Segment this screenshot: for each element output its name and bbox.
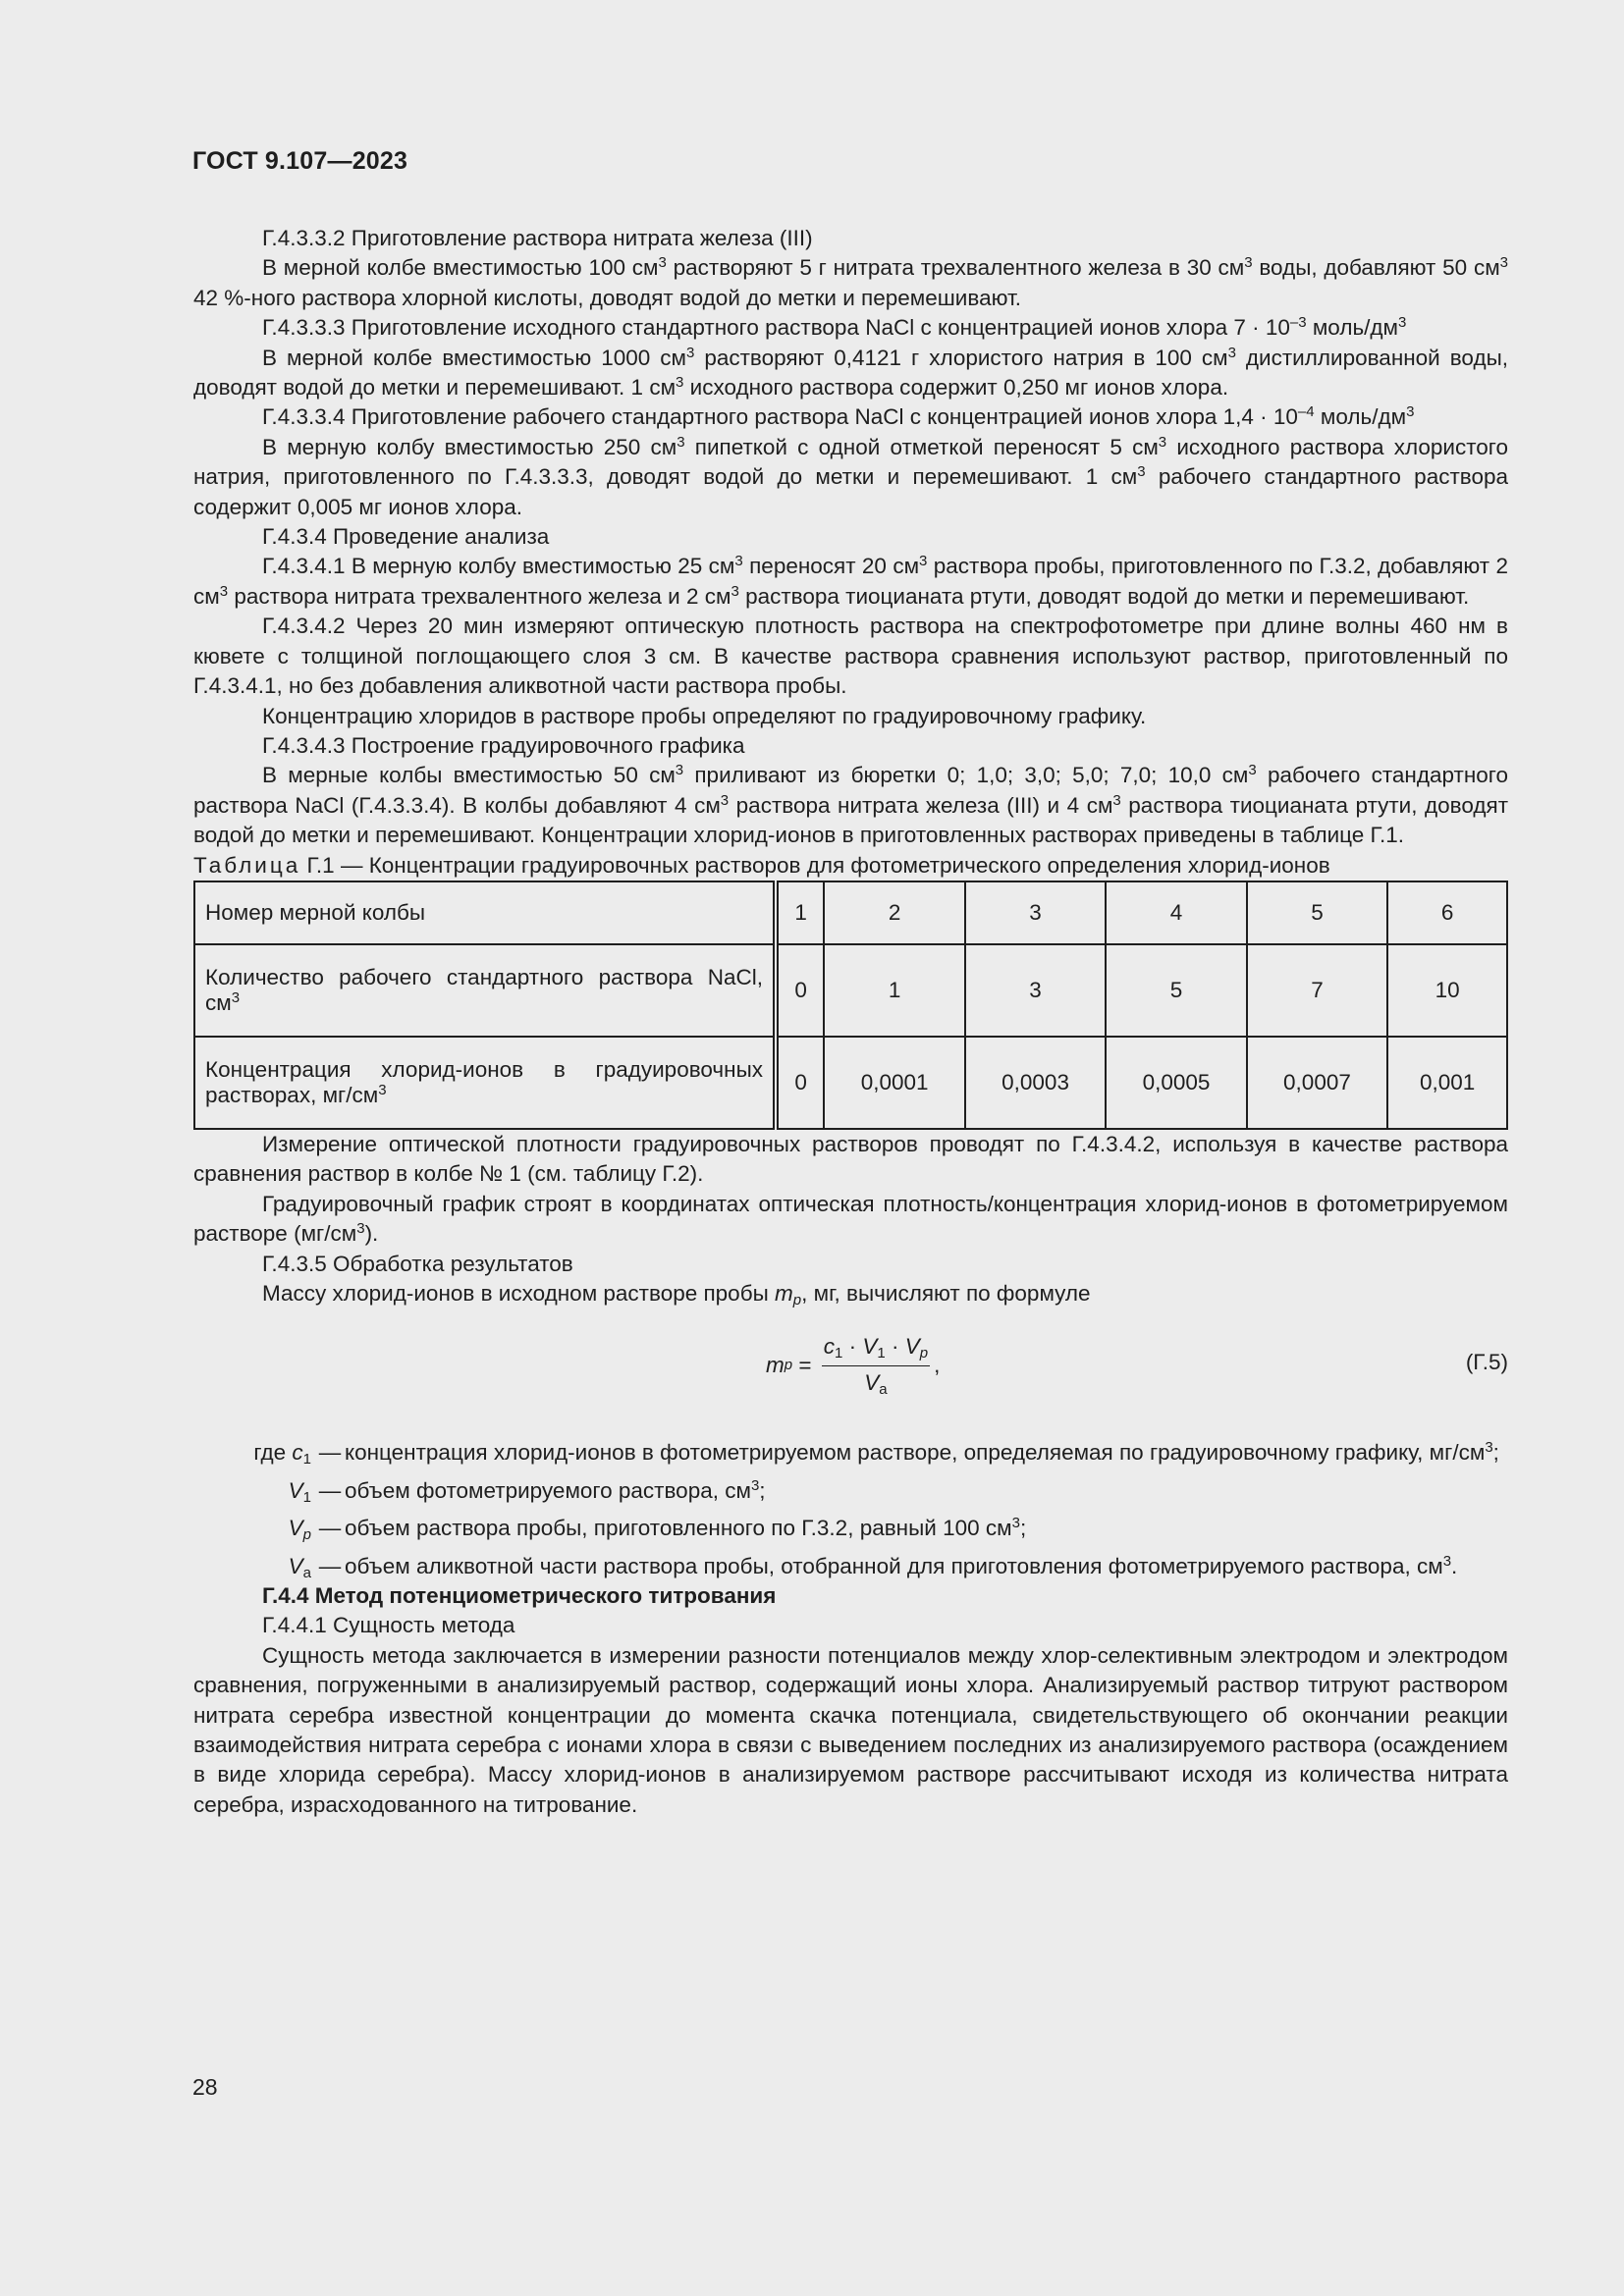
formula-denominator: $V_a$ (864, 1369, 888, 1398)
table-cell: 6 (1387, 881, 1507, 944)
row-label: Количество рабочего стандартного раствора NaCl, $см^3$ (194, 944, 776, 1037)
standard-header: ГОСТ 9.107—2023 (192, 147, 408, 175)
table-cell: 3 (965, 881, 1106, 944)
paragraph: Измерение оптической плотности градуировочных растворов проводят по Г.4.3.4.2, используя в качестве раствора сравнения раствор в колбе № 1 (см. таблицу Г.2). (193, 1131, 1508, 1187)
definition-item: где $c_1$ — концентрация хлорид-ионов в фотометрируемом растворе, определяемая по градуировочному графику, $мг/см^3$; (253, 1439, 1499, 1468)
table-cell: 0,0005 (1106, 1037, 1246, 1129)
paragraph: Г.4.3.4.1 В мерную колбу вместимостью 25 $см^3$ переносят 20 $см^3$ раствора пробы, приготовленного по Г.3.2, добавляют 2 $см^3$ раствора нитрата трехвалентного железа и 2 $см^3$ раствора тиоцианата ртути, доводят водой до метки и перемешивают. (193, 553, 1509, 609)
table-cell: 1 (824, 944, 964, 1037)
page-content (193, 224, 1508, 1820)
subsection-heading: Г.4.3.4.3 Построение градуировочного графика (262, 732, 745, 758)
subsection-heading: Г.4.3.3.4 Приготовление рабочего стандартного раствора NaCl с концентрацией ионов хлора $1,4 \cdot 10^{-4}$ моль/$дм^3$ (262, 403, 1415, 430)
table-row (194, 881, 1507, 944)
row-label: Концентрация хлорид-ионов в градуировочных растворах, $мг/см^3$ (194, 1037, 776, 1129)
paragraph: В мерные колбы вместимостью 50 $см^3$ приливают из бюретки 0; 1,0; 3,0; 5,0; 7,0; 10,0 $см^3$ рабочего стандартного раствора NaCl (Г.4.3.3.4). В колбы добавляют 4 $см^3$ раствора нитрата железа (III) и 4 $см^3$ раствора тиоцианата ртути, доводят водой до метки и перемешивают. Концентрации хлорид-ионов в приготовленных растворах приведены в таблице Г.1. (193, 762, 1509, 848)
section-heading: Г.4.4 Метод потенциометрического титрования (262, 1583, 777, 1608)
table-cell: 0,0007 (1247, 1037, 1387, 1129)
table-cell: 4 (1106, 881, 1246, 944)
paragraph: Градуировочный график строят в координатах оптическая плотность/концентрация хлорид-ионов в фотометрируемом растворе $(мг/см^3)$. (193, 1191, 1508, 1247)
table-cell: 5 (1106, 944, 1246, 1037)
paragraph: Г.4.3.4.2 Через 20 мин измеряют оптическую плотность раствора на спектрофотометре при длине волны 460 нм в кювете с толщиной поглощающего слоя 3 см. В качестве раствора сравнения используют раствор, приготовленный по Г.4.3.4.1, но без добавления аликвотной части раствора пробы. (193, 614, 1508, 699)
table-cell: 3 (965, 944, 1106, 1037)
table-row (194, 944, 1507, 1037)
subsection-heading: Г.4.3.5 Обработка результатов (262, 1251, 573, 1276)
formula-block (193, 1318, 1508, 1416)
equation-number: (Г.5) (1465, 1350, 1508, 1375)
paragraph: В мерной колбе вместимостью 100 $см^3$ растворяют 5 г нитрата трехвалентного железа в 30 $см^3$ воды, добавляют 50 $см^3$ 42 %-ного раствора хлорной кислоты, доводят водой до метки и перемешивают. (193, 254, 1509, 310)
table-cell: 0,0003 (965, 1037, 1106, 1129)
subsection-heading: Г.4.3.3.2 Приготовление раствора нитрата железа (III) (262, 226, 813, 250)
paragraph: Концентрацию хлоридов в растворе пробы определяют по градуировочному графику. (262, 703, 1147, 728)
table-cell: 7 (1247, 944, 1387, 1037)
table-cell: 0 (776, 1037, 824, 1129)
table-cell: 2 (824, 881, 964, 944)
row-label: Номер мерной колбы (194, 881, 776, 944)
paragraph: В мерную колбу вместимостью 250 $см^3$ пипеткой с одной отметкой переносят 5 $см^3$ исходного раствора хлористого натрия, приготовленного по Г.4.3.3.3, доводят водой до метки и перемешивают. 1 $см^3$ рабочего стандартного раствора содержит 0,005 мг ионов хлора. (193, 433, 1509, 519)
table-row (194, 1037, 1507, 1129)
paragraph: Сущность метода заключается в измерении разности потенциалов между хлор-селективным электродом и электродом сравнения, погруженными в анализируемый раствор, содержащий ионы хлора. Анализируемый раствор титруют раствором нитрата серебра известной концентрации до момента скачка потенциала, свидетельствующего об окончании реакции взаимодействия нитрата серебра с ионами хлора в связи с выведением последних из анализируемого раствора (осаждением в виде хлорида серебра). Массу хлорид-ионов в анализируемом растворе рассчитывают исходя из количества нитрата серебра, израсходованного на титрование. (193, 1642, 1508, 1817)
formula-numerator: $c_1 \cdot V_1 \cdot V_p$ (822, 1332, 930, 1365)
page-number: 28 (192, 2074, 218, 2100)
table-caption: Таблица Г.1 — Концентрации градуировочных растворов для фотометрического определения хлорид-ионов (193, 852, 1330, 878)
definition-item: $V_p$ — объем раствора пробы, приготовленного по Г.3.2, равный 100 $см^3$; (288, 1515, 1027, 1544)
calibration-table (193, 881, 1508, 1130)
subsection-heading: Г.4.3.3.3 Приготовление исходного стандартного раствора NaCl с концентрацией ионов хлора $7 \cdot 10^{-3}$ моль/$дм^3$ (262, 314, 1407, 341)
definition-item: $V_1$ — объем фотометрируемого раствора, $см^3$; (288, 1476, 766, 1506)
subsection-heading: Г.4.4.1 Сущность метода (262, 1613, 515, 1638)
subsection-heading: Г.4.3.4 Проведение анализа (262, 524, 550, 550)
definition-item: $V_a$ — объем аликвотной части раствора пробы, отобранной для приготовления фотометрируемого раствора, $см^3$. (288, 1552, 1458, 1581)
formula-fraction (822, 1332, 930, 1398)
table-cell: 0 (776, 944, 824, 1037)
table-cell: 0,001 (1387, 1037, 1507, 1129)
table-cell: 5 (1247, 881, 1387, 944)
table-cell: 1 (776, 881, 824, 944)
table-cell: 0,0001 (824, 1037, 964, 1129)
table-cell: 10 (1387, 944, 1507, 1037)
formula-g5: m p = $\frac{c_1 \cdot V_1 \cdot V_p}{V_a}$ , (766, 1334, 941, 1398)
paragraph: В мерной колбе вместимостью 1000 $см^3$ растворяют 0,4121 г хлористого натрия в 100 $см^3$ дистиллированной воды, доводят водой до метки и перемешивают. 1 $см^3$ исходного раствора содержит 0,250 мг ионов хлора. (193, 344, 1508, 400)
variable-definitions (193, 1438, 1508, 1581)
paragraph: Массу хлорид-ионов в исходном растворе пробы $m_p$, мг, вычисляют по формуле (262, 1280, 1091, 1308)
